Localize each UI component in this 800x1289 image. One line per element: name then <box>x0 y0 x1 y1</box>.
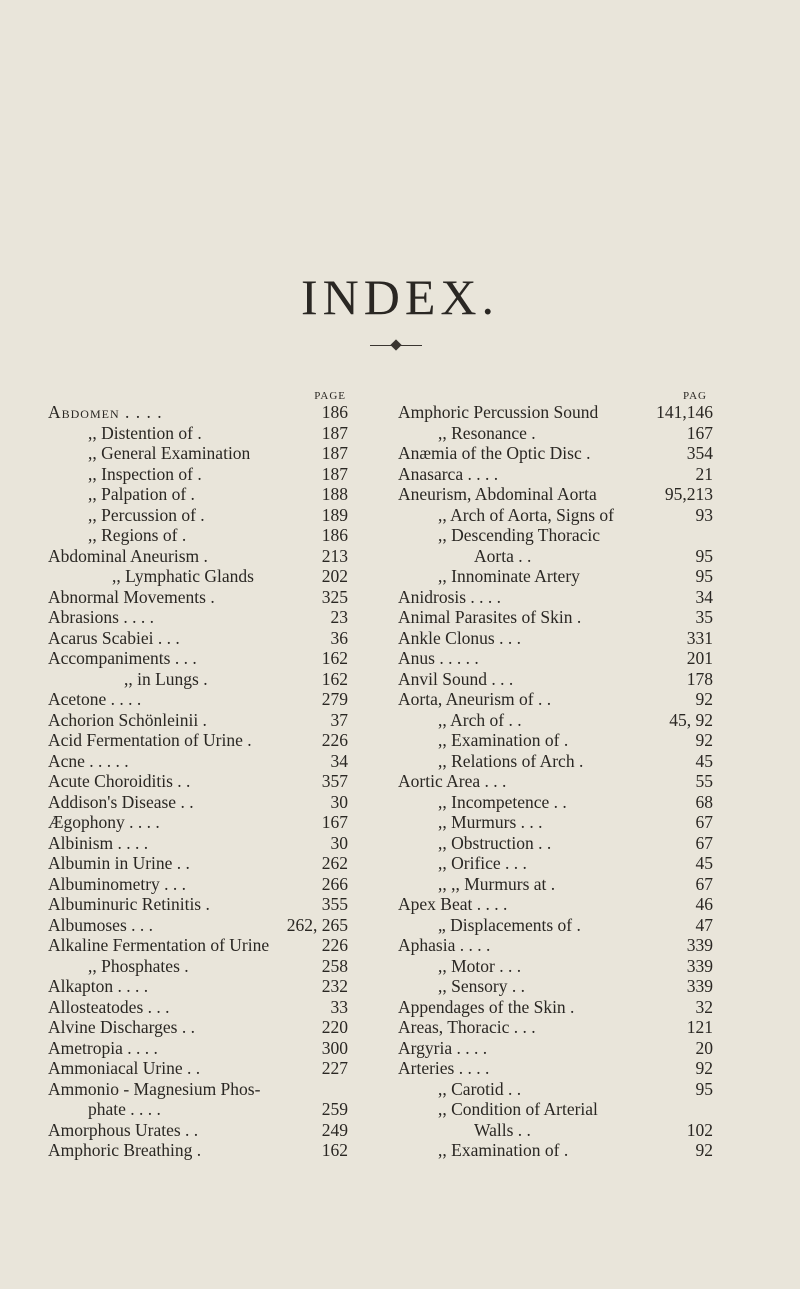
page-number: 92 <box>695 1058 713 1078</box>
page-number: 162 <box>321 668 348 689</box>
page-number: 121 <box>686 1017 713 1037</box>
index-term: ,, ,, Murmurs at . <box>438 873 556 894</box>
index-entry <box>48 935 348 956</box>
page-number: 95 <box>695 566 713 586</box>
page-number: 220 <box>321 1017 348 1037</box>
index-entry <box>398 1079 713 1100</box>
index-entry <box>48 792 348 813</box>
index-entry <box>48 751 348 772</box>
page-number: 20 <box>695 1037 713 1058</box>
index-term: Abnormal Movements . <box>48 586 215 607</box>
page-number: 162 <box>321 648 348 668</box>
page-number: 167 <box>321 812 348 832</box>
index-entry <box>398 1038 713 1059</box>
index-term: Ammoniacal Urine . . <box>48 1058 201 1078</box>
index-term: ,, Innominate Artery <box>438 566 580 586</box>
index-term: ,, Examination of . <box>438 730 569 750</box>
page-number: 67 <box>695 873 713 894</box>
page-number: 95 <box>695 545 713 566</box>
page-number: 187 <box>321 443 348 463</box>
index-term: Anidrosis . . . . <box>398 586 502 607</box>
page-number: 34 <box>695 586 713 607</box>
page-number: 279 <box>321 689 348 709</box>
index-entry <box>48 1017 348 1038</box>
page-number: 37 <box>330 709 348 730</box>
index-entry <box>398 443 713 464</box>
index-entry <box>398 956 713 977</box>
page-number: 46 <box>695 894 713 914</box>
index-term: ,, Inspection of . <box>88 463 202 484</box>
page-number: 357 <box>321 771 348 791</box>
index-entry <box>398 607 713 628</box>
page-number: 36 <box>330 627 348 648</box>
index-term: ,, Murmurs . . . <box>438 812 543 832</box>
page-number: 30 <box>330 791 348 812</box>
index-entry <box>398 484 713 505</box>
index-term: ,, Sensory . . <box>438 976 526 996</box>
page-number: 266 <box>321 873 348 894</box>
index-entry <box>48 894 348 915</box>
page-number: 232 <box>321 976 348 996</box>
index-entry <box>48 546 348 567</box>
index-term: Anvil Sound . . . <box>398 668 514 689</box>
index-term: Alvine Discharges . . <box>48 1017 195 1037</box>
index-entry <box>48 956 348 977</box>
page-number: 262 <box>321 853 348 873</box>
index-entry <box>398 730 713 751</box>
index-term: Aneurism, Abdominal Aorta <box>398 484 597 504</box>
index-term: ,, Examination of . <box>438 1140 569 1160</box>
index-entry <box>48 628 348 649</box>
index-term: Addison's Disease . . <box>48 791 194 812</box>
index-term: Apex Beat . . . . <box>398 894 508 914</box>
index-term: Areas, Thoracic . . . <box>398 1017 536 1037</box>
index-term: Acute Choroiditis . . <box>48 771 191 791</box>
index-entry <box>48 423 348 444</box>
index-entry <box>398 566 713 587</box>
index-entry <box>398 853 713 874</box>
page-number: 30 <box>330 832 348 853</box>
index-entry <box>398 812 713 833</box>
page-number: 35 <box>695 607 713 627</box>
index-term: Amphoric Breathing . <box>48 1140 202 1160</box>
index-entry <box>398 915 713 936</box>
index-entry <box>398 935 713 956</box>
index-entry <box>398 833 713 854</box>
page-number: 178 <box>686 668 713 689</box>
index-term: ,, Incompetence . . <box>438 791 567 812</box>
index-term: Albumin in Urine . . <box>48 853 190 873</box>
index-term: Acne . . . . . <box>48 750 129 771</box>
index-entry <box>398 1140 713 1161</box>
index-entry <box>48 997 348 1018</box>
index-entry <box>398 771 713 792</box>
index-term: ,, Distention of . <box>88 422 202 443</box>
index-entry <box>48 566 348 587</box>
index-term: ,, General Examination <box>88 443 251 463</box>
page-number: 213 <box>321 545 348 566</box>
page-number: 201 <box>686 648 713 668</box>
index-term: phate . . . . <box>88 1099 161 1119</box>
index-entry <box>48 648 348 669</box>
page-number: 141,146 <box>656 402 713 422</box>
page-number: 45 <box>695 750 713 771</box>
page-number: 45 <box>695 853 713 873</box>
index-entry <box>48 833 348 854</box>
index-entry <box>398 792 713 813</box>
index-term: Aphasia . . . . <box>398 935 491 955</box>
index-entry <box>48 669 348 690</box>
page-number: 67 <box>695 812 713 832</box>
page-number: 249 <box>321 1119 348 1140</box>
page-number: 47 <box>695 914 713 935</box>
index-entry <box>398 628 713 649</box>
index-entry <box>398 874 713 895</box>
index-term: Acarus Scabiei . . . <box>48 627 180 648</box>
index-entry <box>48 1140 348 1161</box>
index-term: Albumoses . . . <box>48 914 153 935</box>
index-term: Abdominal Aneurism . <box>48 545 208 566</box>
index-term: Ametropia . . . . <box>48 1037 158 1058</box>
index-term: ,, Arch of . . <box>438 709 522 730</box>
index-term: Aorta, Aneurism of . . <box>398 689 552 709</box>
index-entry <box>398 976 713 997</box>
index-entry <box>398 464 713 485</box>
page-number: 162 <box>321 1140 348 1160</box>
index-term: Accompaniments . . . <box>48 648 197 668</box>
index-term: Animal Parasites of Skin . <box>398 607 582 627</box>
page-number: 226 <box>321 935 348 955</box>
page-number: 92 <box>695 730 713 750</box>
index-term: Anus . . . . . <box>398 648 479 668</box>
index-term: Walls . . <box>474 1119 531 1140</box>
page-number: 67 <box>695 832 713 853</box>
index-entry <box>48 402 348 423</box>
index-term: Allosteatodes . . . <box>48 996 170 1017</box>
index-entry <box>398 710 713 731</box>
index-term: ,, Condition of Arterial <box>438 1099 598 1119</box>
index-term: Ankle Clonus . . . <box>398 627 521 648</box>
index-entry <box>398 402 713 423</box>
index-column-right <box>398 390 713 1161</box>
index-entry <box>398 669 713 690</box>
index-term: Anæmia of the Optic Disc . <box>398 443 591 463</box>
page-number: 33 <box>330 996 348 1017</box>
index-term: Abrasions . . . . <box>48 607 154 627</box>
index-entry <box>48 587 348 608</box>
index-term: Acid Fermentation of Urine . <box>48 730 252 750</box>
page-number: 45, 92 <box>669 709 713 730</box>
index-entry <box>48 505 348 526</box>
page-number: 300 <box>321 1037 348 1058</box>
page-number: 258 <box>321 955 348 976</box>
page-number: 259 <box>321 1099 348 1119</box>
index-term: Aortic Area . . . <box>398 771 507 791</box>
page-title: INDEX. <box>300 269 500 325</box>
index-term: ,, Arch of Aorta, Signs of <box>438 504 614 525</box>
index-entry <box>398 587 713 608</box>
index-entry <box>48 730 348 751</box>
index-term: „ Displacements of . <box>438 914 581 935</box>
page-number: 339 <box>686 935 713 955</box>
index-term: Ammonio - Magnesium Phos- <box>48 1078 261 1099</box>
page-column-label: PAG <box>683 390 707 402</box>
page-number: 23 <box>330 607 348 627</box>
index-entry <box>398 525 713 546</box>
page-number: 187 <box>321 422 348 443</box>
index-term: Arteries . . . . <box>398 1058 490 1078</box>
index-term: ,, Resonance . <box>438 422 536 443</box>
index-entry <box>398 1017 713 1038</box>
index-term: Amphoric Percussion Sound <box>398 402 599 422</box>
page-number: 34 <box>330 750 348 771</box>
index-term: Appendages of the Skin . <box>398 996 575 1017</box>
page-number: 186 <box>321 402 348 422</box>
index-entry <box>398 648 713 669</box>
page-number: 189 <box>321 504 348 525</box>
index-term: ,, Regions of . <box>88 525 187 545</box>
index-term: ,, Palpation of . <box>88 484 195 504</box>
page-number: 167 <box>686 422 713 443</box>
index-entry <box>398 505 713 526</box>
index-term: ,, Percussion of . <box>88 504 205 525</box>
page-number: 339 <box>686 976 713 996</box>
index-term: Achorion Schönleinii . <box>48 709 207 730</box>
index-term: Abdomen . . . . <box>48 402 163 422</box>
index-entry <box>48 710 348 731</box>
index-entry <box>48 443 348 464</box>
page-number: 92 <box>695 689 713 709</box>
index-term: Albuminuric Retinitis . <box>48 894 210 914</box>
divider-ornament-icon <box>390 339 401 350</box>
index-entry <box>398 751 713 772</box>
index-entry <box>48 853 348 874</box>
page-number: 188 <box>321 484 348 504</box>
page-number: 227 <box>321 1058 348 1078</box>
index-entry <box>398 997 713 1018</box>
page-number: 325 <box>321 586 348 607</box>
index-entry <box>48 1120 348 1141</box>
index-term: ,, Relations of Arch . <box>438 750 584 771</box>
index-list-right <box>398 402 713 1161</box>
page-number: 355 <box>321 894 348 914</box>
index-entry <box>398 546 713 567</box>
index-term: ,, Lymphatic Glands <box>112 566 254 586</box>
index-term: Alkaline Fermentation of Urine <box>48 935 270 955</box>
page-number: 21 <box>695 463 713 484</box>
index-entry <box>48 915 348 936</box>
page-number: 102 <box>686 1119 713 1140</box>
index-term: Aorta . . <box>474 545 532 566</box>
index-entry <box>48 1079 348 1100</box>
index-list-left <box>48 402 348 1161</box>
index-entry <box>48 607 348 628</box>
index-entry <box>48 689 348 710</box>
index-term: Anasarca . . . . <box>398 463 499 484</box>
page-number: 262, 265 <box>286 914 348 935</box>
index-entry <box>48 1038 348 1059</box>
index-entry <box>48 464 348 485</box>
index-term: Argyria . . . . <box>398 1037 488 1058</box>
index-entry <box>48 874 348 895</box>
index-entry <box>398 1099 713 1120</box>
page-number: 95 <box>695 1078 713 1099</box>
page-number: 187 <box>321 463 348 484</box>
index-entry <box>48 525 348 546</box>
page-number: 55 <box>695 771 713 791</box>
index-entry <box>48 976 348 997</box>
index-term: ,, Obstruction . . <box>438 832 552 853</box>
page-number: 95,213 <box>664 484 713 504</box>
index-entry <box>48 812 348 833</box>
page-number: 186 <box>321 525 348 545</box>
index-term: Alkapton . . . . <box>48 976 149 996</box>
index-term: Acetone . . . . <box>48 689 142 709</box>
index-term: Albuminometry . . . <box>48 873 187 894</box>
index-term: ,, Orifice . . . <box>438 853 527 873</box>
index-column-left <box>48 390 348 1161</box>
index-entry <box>398 1058 713 1079</box>
index-entry <box>398 894 713 915</box>
page-number: 226 <box>321 730 348 750</box>
index-term: ,, in Lungs . <box>124 668 208 689</box>
index-entry <box>48 1058 348 1079</box>
page-number: 68 <box>695 791 713 812</box>
page-number: 354 <box>686 443 713 463</box>
index-term: ,, Descending Thoracic <box>438 525 600 545</box>
page-number: 331 <box>686 627 713 648</box>
index-term: Amorphous Urates . . <box>48 1119 199 1140</box>
index-entry <box>48 484 348 505</box>
page-number: 92 <box>695 1140 713 1160</box>
index-term: ,, Motor . . . <box>438 955 522 976</box>
index-entry <box>48 1099 348 1120</box>
page-number: 202 <box>321 566 348 586</box>
index-entry <box>398 423 713 444</box>
index-term: ,, Carotid . . <box>438 1078 522 1099</box>
index-entry <box>398 1120 713 1141</box>
index-entry <box>48 771 348 792</box>
page-number: 339 <box>686 955 713 976</box>
page-number: 32 <box>695 996 713 1017</box>
index-term: Ægophony . . . . <box>48 812 160 832</box>
index-entry <box>398 689 713 710</box>
page-column-label: PAGE <box>314 390 346 402</box>
index-term: ,, Phosphates . <box>88 955 189 976</box>
page-number: 93 <box>695 504 713 525</box>
index-term: Albinism . . . . <box>48 832 149 853</box>
